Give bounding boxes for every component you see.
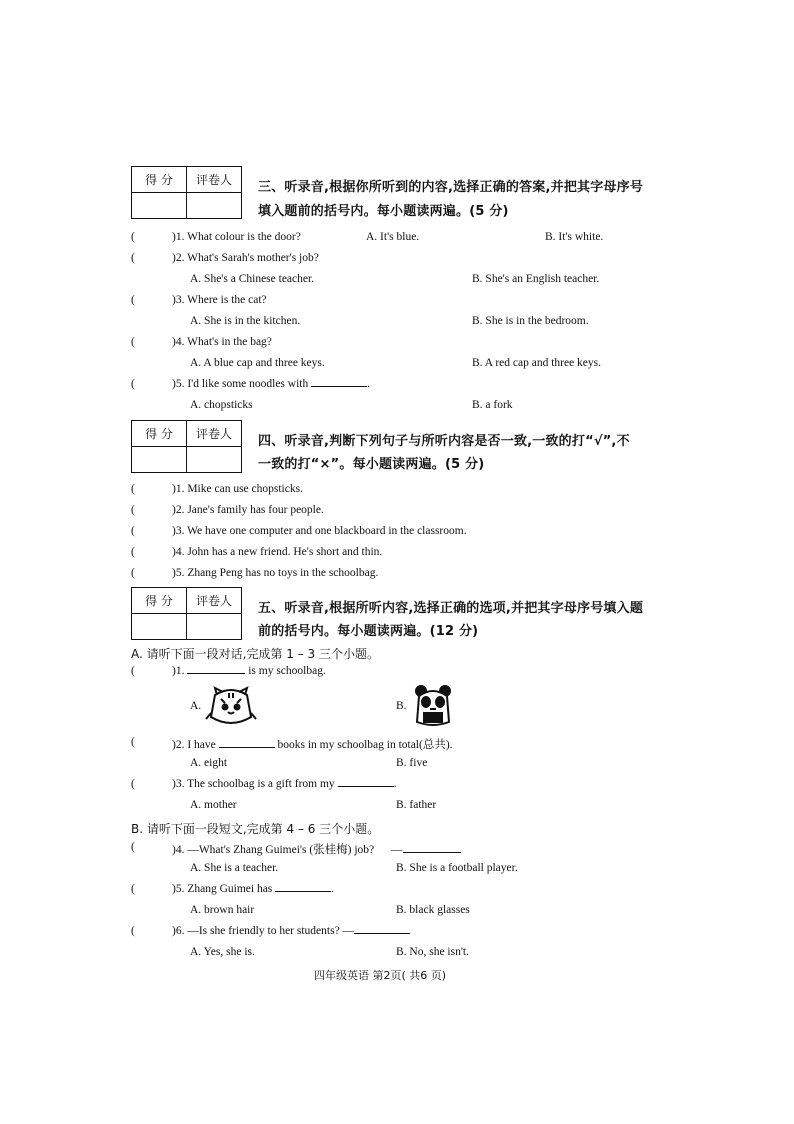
section5-title-line1: 五、听录音,根据所听内容,选择正确的选项,并把其字母序号填入题 — [258, 601, 644, 616]
s5-q4-option-a: A. She is a teacher. — [190, 862, 279, 874]
answer-paren[interactable]: ( — [131, 231, 135, 243]
section4-title-line2: 一致的打“×”。每小题读两遍。(5 分) — [258, 457, 485, 472]
score-cell[interactable] — [132, 614, 187, 640]
s5-q2-option-b: B. five — [396, 757, 428, 769]
s5-q6-text — [172, 925, 410, 937]
s5-q4-option-b: B. She is a football player. — [396, 862, 518, 874]
answer-paren[interactable]: ( — [131, 841, 135, 853]
s4-item2: )2. Jane's family has four people. — [172, 504, 324, 516]
answer-paren[interactable]: ( — [131, 883, 135, 895]
s5-q3-end: . — [393, 778, 397, 790]
s3-q1-text: )1. What colour is the door? — [172, 231, 301, 243]
s5-q3-start: )3. The schoolbag is a gift from my — [172, 778, 335, 790]
s3-q4-text: )4. What's in the bag? — [172, 336, 272, 348]
section3-title-line2: 填入题前的括号内。每小题读两遍。(5 分) — [258, 204, 509, 219]
answer-paren[interactable]: ( — [131, 294, 135, 306]
answer-paren[interactable]: ( — [131, 525, 135, 537]
answer-paren[interactable]: ( — [131, 567, 135, 579]
answer-blank[interactable] — [311, 385, 367, 387]
s5-q5-option-a: A. brown hair — [190, 904, 255, 916]
s5-q5-text — [172, 883, 334, 895]
s5-q1-rest: is my schoolbag. — [248, 665, 326, 677]
answer-paren[interactable]: ( — [131, 252, 135, 264]
score-table-section3 — [131, 166, 242, 219]
answer-blank[interactable] — [275, 890, 331, 892]
answer-paren[interactable]: ( — [131, 336, 135, 348]
s5-q3-option-a: A. mother — [190, 799, 237, 811]
part-a-instruction: A. 请听下面一段对话,完成第 1 – 3 三个小题。 — [131, 647, 379, 661]
s3-q4-option-b: B. A red cap and three keys. — [472, 357, 602, 369]
section3-title-line1: 三、听录音,根据你所听到的内容,选择正确的答案,并把其字母序号 — [258, 180, 644, 195]
s5-q4-question: )4. —What's Zhang Guimei's (张桂梅) job? — [172, 844, 375, 856]
answer-blank[interactable] — [219, 746, 275, 748]
s3-q1-option-b: B. It's white. — [545, 231, 604, 243]
s5-q4-text — [172, 841, 461, 857]
s5-q3-option-b: B. father — [396, 799, 437, 811]
answer-paren[interactable]: ( — [131, 378, 135, 390]
s3-q2-text: )2. What's Sarah's mother's job? — [172, 252, 319, 264]
s4-item4: )4. John has a new friend. He's short and thin. — [172, 546, 383, 558]
answer-paren[interactable]: ( — [131, 483, 135, 495]
answer-blank[interactable] — [338, 785, 394, 787]
s3-q3-option-b: B. She is in the bedroom. — [472, 315, 589, 327]
score-label: 得 分 — [132, 421, 187, 447]
s5-q1-option-a-label: A. — [190, 700, 202, 712]
score-table-section5 — [131, 587, 242, 640]
s5-q5-end: . — [331, 883, 335, 895]
score-table-section4 — [131, 420, 242, 473]
s4-item1: )1. Mike can use chopsticks. — [172, 483, 303, 495]
s3-q2-option-a: A. She's a Chinese teacher. — [190, 273, 315, 285]
s3-q5-text — [172, 378, 370, 390]
answer-blank[interactable] — [403, 851, 461, 853]
marker-label: 评卷人 — [187, 167, 242, 193]
s3-q5-end: . — [367, 378, 370, 390]
panda-schoolbag-icon — [413, 684, 453, 728]
s3-q1-option-a: A. It's blue. — [366, 231, 420, 243]
part-b-instruction: B. 请听下面一段短文,完成第 4 – 6 三个小题。 — [131, 822, 380, 836]
answer-paren[interactable]: ( — [131, 665, 135, 677]
s5-q1-option-b-label: B. — [396, 700, 407, 712]
s5-q3-text — [172, 778, 396, 790]
score-cell[interactable] — [132, 193, 187, 219]
marker-label: 评卷人 — [187, 588, 242, 614]
s3-q5-option-b: B. a fork — [472, 399, 513, 411]
s3-q2-option-b: B. She's an English teacher. — [472, 273, 600, 285]
s5-q2-text — [172, 736, 453, 752]
answer-paren[interactable]: ( — [131, 504, 135, 516]
s5-q2-end: books in my schoolbag in total(总共). — [277, 739, 453, 751]
s5-q4-dash: — — [391, 844, 403, 856]
tiger-schoolbag-icon — [203, 685, 259, 727]
score-label: 得 分 — [132, 588, 187, 614]
s5-q5-option-b: B. black glasses — [396, 904, 470, 916]
answer-paren[interactable]: ( — [131, 778, 135, 790]
s5-q6-option-b: B. No, she isn't. — [396, 946, 469, 958]
s5-q5-start: )5. Zhang Guimei has — [172, 883, 273, 895]
section5-title-line2: 前的括号内。每小题读两遍。(12 分) — [258, 624, 479, 639]
marker-label: 评卷人 — [187, 421, 242, 447]
marker-cell[interactable] — [187, 614, 242, 640]
s5-q1-num: )1. — [172, 665, 185, 677]
s5-q2-option-a: A. eight — [190, 757, 228, 769]
s5-q6-option-a: A. Yes, she is. — [190, 946, 255, 958]
answer-paren[interactable]: ( — [131, 736, 135, 748]
section4-title-line1: 四、听录音,判断下列句子与所听内容是否一致,一致的打“√”,不 — [258, 434, 630, 449]
score-label: 得 分 — [132, 167, 187, 193]
answer-paren[interactable]: ( — [131, 925, 135, 937]
page-footer: 四年级英语 第2页( 共6 页) — [314, 969, 447, 982]
marker-cell[interactable] — [187, 193, 242, 219]
answer-paren[interactable]: ( — [131, 546, 135, 558]
s5-q2-start: )2. I have — [172, 739, 216, 751]
answer-blank[interactable] — [187, 672, 245, 674]
s4-item5: )5. Zhang Peng has no toys in the schoolbag. — [172, 567, 379, 579]
marker-cell[interactable] — [187, 447, 242, 473]
answer-blank[interactable] — [354, 932, 410, 934]
s4-item3: )3. We have one computer and one blackboard in the classroom. — [172, 525, 467, 537]
s5-q6-question: )6. —Is she friendly to her students? — — [172, 925, 355, 937]
s5-q1-text — [172, 665, 326, 677]
s3-q5-start: )5. I'd like some noodles with — [172, 378, 309, 390]
s3-q5-option-a: A. chopsticks — [190, 399, 253, 411]
s3-q3-option-a: A. She is in the kitchen. — [190, 315, 301, 327]
score-cell[interactable] — [132, 447, 187, 473]
s3-q4-option-a: A. A blue cap and three keys. — [190, 357, 325, 369]
s3-q3-text: )3. Where is the cat? — [172, 294, 267, 306]
